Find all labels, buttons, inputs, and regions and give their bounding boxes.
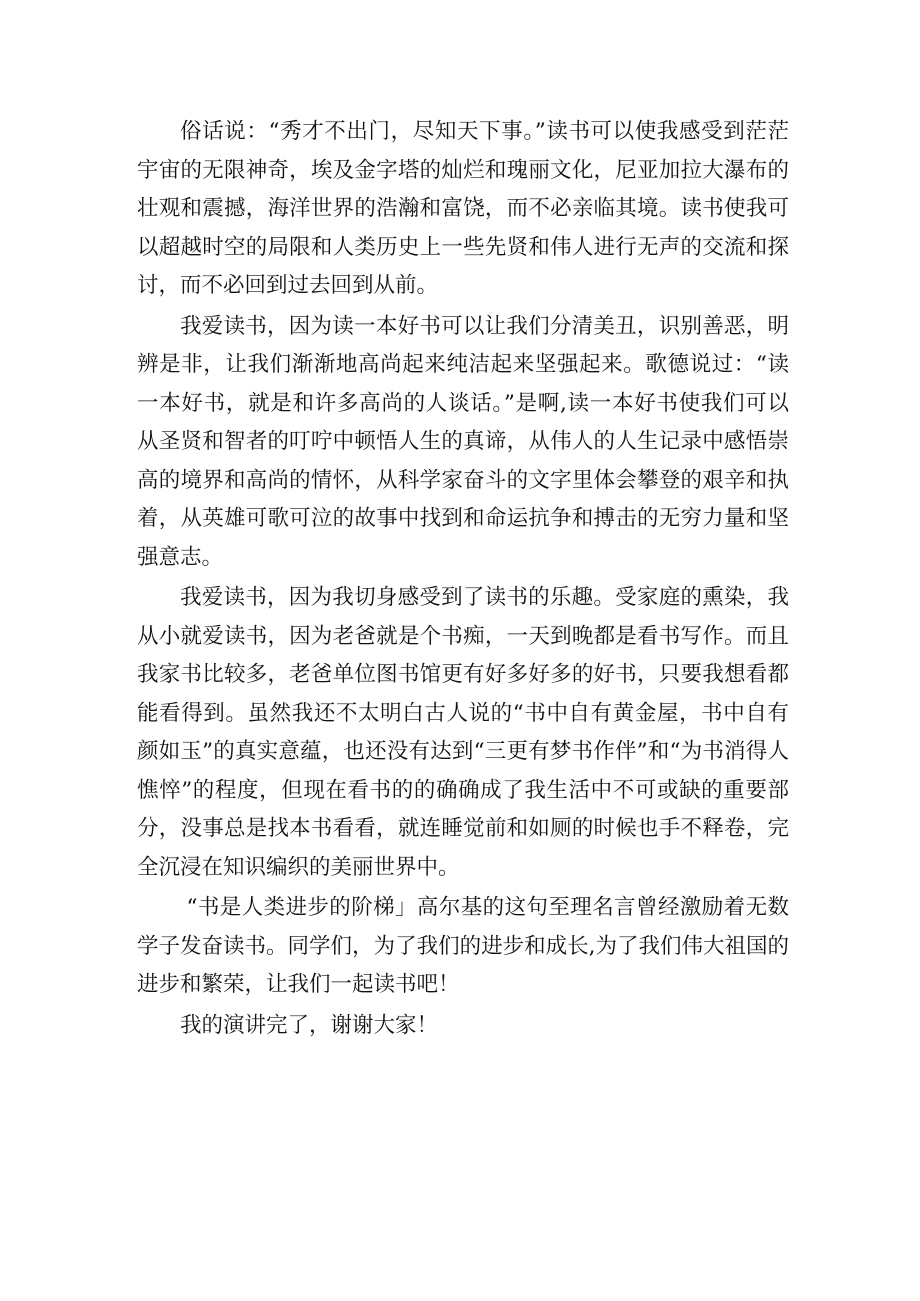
paragraph-closing: 我的演讲完了，谢谢大家！ [180, 1012, 439, 1038]
speech-body [137, 113, 789, 1047]
paragraph-reading-joy: 我爱读书，因为我切身感受到了读书的乐趣。受家庭的熏染，我从小就爱读书，因为老爸就是个书痴，一天到晚都是看书写作。而且我家书比较多，老爸单位图书馆更有好多好多的好书，只要我想看都能看得到。虽然我还不太明白古人说的“书中自有黄金屋，书中自有颜如玉”的真实意蕴，也还没有达到“三更有梦书作伴”和“为书消得人憔悴”的程度，但现在看书的的确确成了我生活中不可或缺的重要部分，没事总是找本书看看，就连睡觉前和如厕的时候也手不释卷，完全沉浸在知识编织的美丽世界中。 [137, 585, 789, 880]
paragraph-call-to-action: “书是人类进步的阶梯」高尔基的这句至理名言曾经激励着无数学子发奋读书。同学们，为了我们的进步和成长,为了我们伟大祖国的进步和繁荣，让我们一起读书吧！ [137, 895, 789, 997]
paragraph-good-books: 我爱读书，因为读一本好书可以让我们分清美丑，识别善恶，明辨是非，让我们渐渐地高尚起来纯洁起来坚强起来。歌德说过：“读一本好书，就是和许多高尚的人谈话。”是啊,读一本好书使我们可以从圣贤和智者的叮咛中顿悟人生的真谛，从伟人的人生记录中感悟崇高的境界和高尚的情怀，从科学家奋斗的文字里体会攀登的艰辛和执着，从英雄可歌可泣的故事中找到和命运抗争和搏击的无穷力量和坚强意志。 [137, 313, 789, 570]
paragraph-proverb: 俗话说：“秀才不出门，尽知天下事。”读书可以使我感受到茫茫宇宙的无限神奇，埃及金字塔的灿烂和瑰丽文化，尼亚加拉大瀑布的壮观和震撼，海洋世界的浩瀚和富饶，而不必亲临其境。读书使我可以超越时空的局限和人类历史上一些先贤和伟人进行无声的交流和探讨，而不必回到过去回到从前。 [137, 119, 789, 298]
